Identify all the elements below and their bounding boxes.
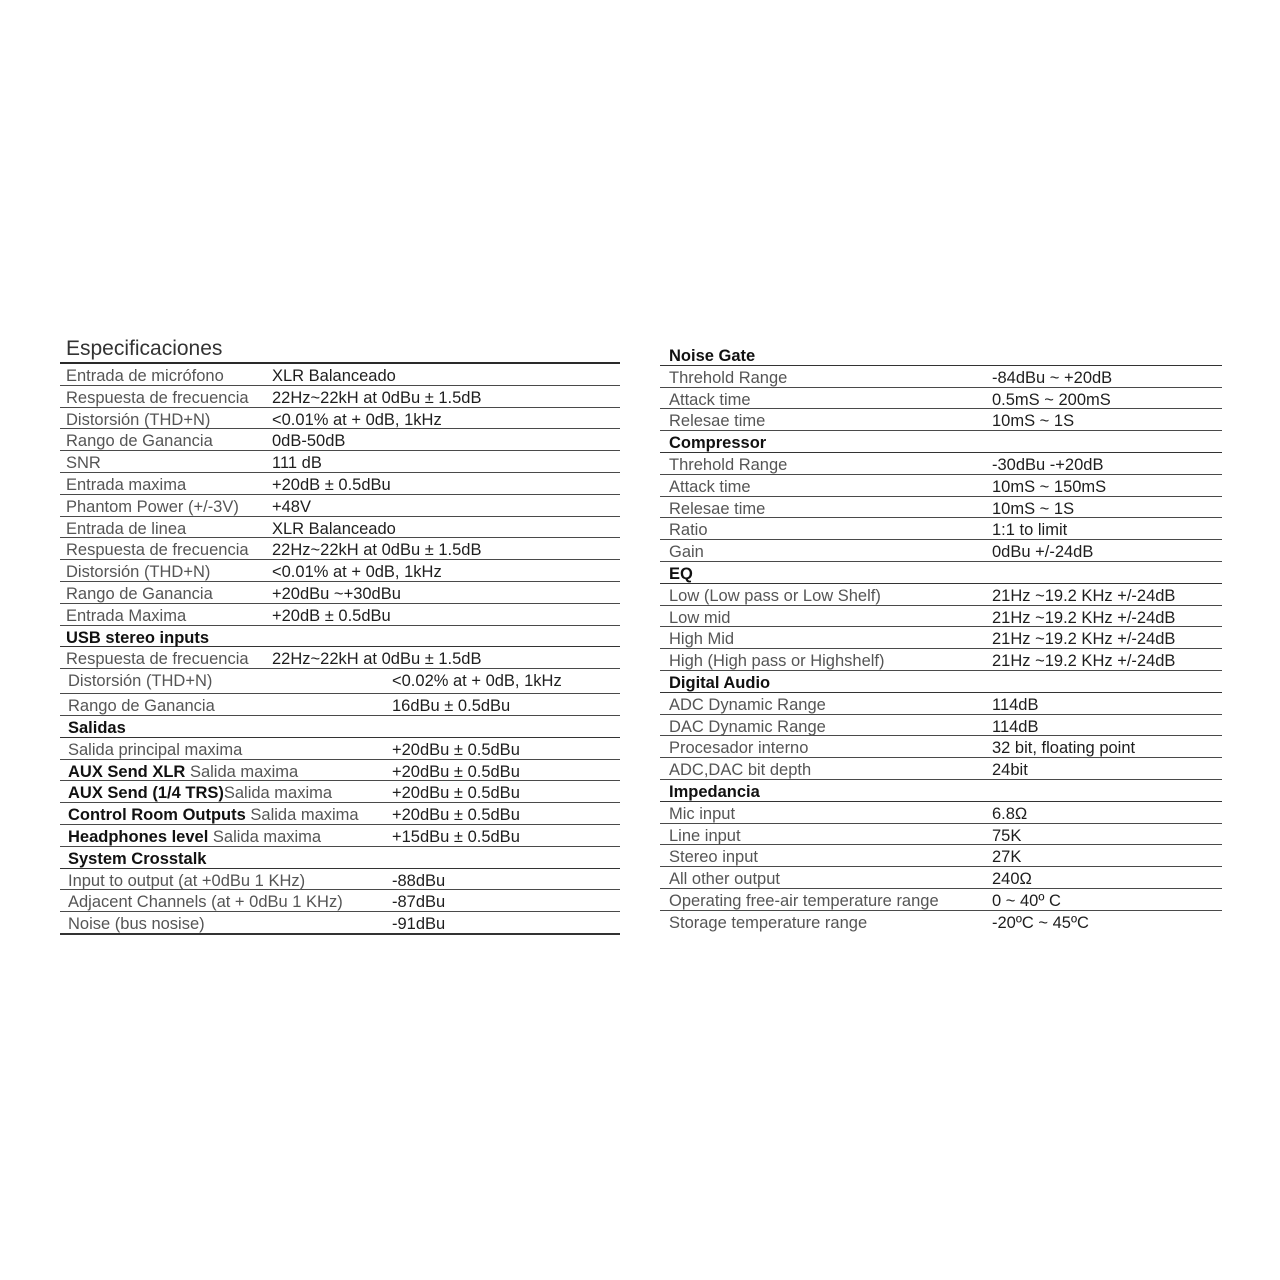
spec-label: Threhold Range: [669, 455, 788, 474]
spec-value: +20dBu ± 0.5dBu: [392, 762, 520, 781]
spec-row: [660, 475, 1222, 497]
spec-label: Distorsión (THD+N): [66, 410, 211, 429]
spec-value: 24bit: [992, 761, 1028, 780]
spec-value: 1:1 to limit: [992, 521, 1068, 540]
spec-value: 111 dB: [272, 454, 322, 473]
spec-row: [660, 693, 1222, 715]
spec-row: [660, 845, 1222, 867]
spec-row: [660, 518, 1222, 540]
spec-row: [60, 538, 620, 560]
spec-value: +20dBu ± 0.5dBu: [392, 806, 520, 825]
spec-row: [660, 715, 1222, 737]
spec-row: [660, 540, 1222, 562]
spec-value: 21Hz ~19.2 KHz +/-24dB: [992, 630, 1176, 649]
spec-value: 21Hz ~19.2 KHz +/-24dB: [992, 608, 1176, 627]
spec-table-left: [60, 336, 620, 935]
spec-label: Entrada de linea: [66, 519, 187, 538]
spec-value: -91dBu: [392, 915, 446, 934]
spec-value: 240Ω: [992, 870, 1032, 889]
spec-value: <0.01% at + 0dB, 1kHz: [272, 410, 442, 429]
spec-label: Entrada Maxima: [66, 606, 187, 625]
spec-label: Low (Low pass or Low Shelf): [669, 586, 881, 605]
spec-value: -84dBu ~ +20dB: [992, 368, 1113, 387]
spec-label: Entrada maxima: [66, 475, 187, 494]
spec-row: [60, 694, 620, 716]
spec-value: 22Hz~22kH at 0dBu ± 1.5dB: [272, 541, 482, 560]
spec-label-bold: Headphones level: [68, 827, 209, 846]
spec-label: Rango de Ganancia: [66, 584, 213, 603]
spec-value: -30dBu -+20dB: [992, 455, 1104, 474]
spec-value: -87dBu: [392, 893, 446, 912]
spec-row: [60, 803, 620, 825]
spec-row: [660, 736, 1222, 758]
spec-label: Respuesta de frecuencia: [66, 388, 249, 407]
spec-label: Threhold Range: [669, 368, 788, 387]
spec-row: [660, 409, 1222, 431]
spec-label-text: Salida maxima: [185, 762, 299, 781]
spec-row: [60, 495, 620, 517]
spec-label: Relesae time: [669, 499, 766, 518]
spec-label-text: Salida principal maxima: [68, 740, 243, 759]
spec-label-text: Salida maxima: [245, 806, 359, 825]
spec-row: [60, 517, 620, 539]
section-heading-salidas: [60, 716, 620, 738]
spec-label: Storage temperature range: [669, 913, 868, 932]
spec-row: [60, 890, 620, 912]
spec-value: +20dBu ± 0.5dBu: [392, 784, 520, 803]
spec-label: Mic input: [669, 804, 736, 823]
spec-label: [68, 803, 359, 827]
spec-label: Attack time: [669, 390, 751, 409]
spec-row: [60, 669, 620, 694]
section-heading-label: Digital Audio: [669, 673, 771, 692]
spec-value: 0dBu +/-24dB: [992, 543, 1094, 562]
spec-value: +20dBu ± 0.5dBu: [392, 740, 520, 759]
spec-label-bold: AUX Send (1/4 TRS): [68, 784, 224, 803]
spec-label: Rango de Ganancia: [68, 697, 215, 716]
spec-label: Stereo input: [669, 848, 758, 867]
spec-value: 22Hz~22kH at 0dBu ± 1.5dB: [272, 388, 482, 407]
spec-row: [60, 647, 620, 669]
spec-value: 10mS ~ 1S: [992, 412, 1075, 431]
spec-value: <0.02% at + 0dB, 1kHz: [392, 672, 562, 691]
spec-label: DAC Dynamic Range: [669, 717, 826, 736]
section-heading-compressor: [660, 431, 1222, 453]
section-heading-label: Impedancia: [669, 782, 760, 801]
section-heading-label: EQ: [669, 564, 693, 583]
spec-value: XLR Balanceado: [272, 519, 396, 538]
section-heading-crosstalk: [60, 847, 620, 869]
spec-value: 6.8Ω: [992, 804, 1028, 823]
spec-row: [660, 388, 1222, 410]
spec-row: [660, 627, 1222, 649]
spec-label: Distorsión (THD+N): [66, 563, 211, 582]
spec-label: All other output: [669, 870, 780, 889]
spec-row: [660, 453, 1222, 475]
section-heading-noise-gate: [660, 344, 1222, 366]
spec-row: [60, 781, 620, 803]
spec-label: Distorsión (THD+N): [68, 672, 213, 691]
spec-label: Operating free-air temperature range: [669, 891, 939, 910]
section-heading-label: System Crosstalk: [68, 849, 207, 868]
spec-value: 0.5mS ~ 200mS: [992, 390, 1111, 409]
spec-row: [60, 825, 620, 847]
spec-label: Phantom Power (+/-3V): [66, 497, 239, 516]
spec-row: [660, 584, 1222, 606]
spec-value: -88dBu: [392, 871, 446, 890]
spec-value: 16dBu ± 0.5dBu: [392, 697, 511, 716]
spec-value: 114dB: [992, 717, 1039, 736]
spec-row: [60, 912, 620, 935]
spec-label: Line input: [669, 826, 741, 845]
spec-label: [68, 781, 332, 805]
section-heading-usb: [60, 626, 620, 648]
spec-row: [660, 911, 1222, 932]
spec-value: 0 ~ 40º C: [992, 891, 1061, 910]
spec-value: 22Hz~22kH at 0dBu ± 1.5dB: [272, 650, 482, 669]
spec-label: Entrada de micrófono: [66, 367, 224, 385]
spec-value: +48V: [272, 497, 311, 516]
spec-label-text: Salida maxima: [208, 827, 322, 846]
spec-label: Attack time: [669, 477, 751, 496]
spec-value: <0.01% at + 0dB, 1kHz: [272, 563, 442, 582]
section-heading-label: Noise Gate: [669, 347, 756, 365]
spec-row: [60, 451, 620, 473]
spec-row: [660, 497, 1222, 519]
spec-label: SNR: [66, 454, 101, 473]
spec-row: [660, 758, 1222, 780]
spec-row: [60, 760, 620, 782]
spec-row: [60, 473, 620, 495]
spec-label-text: Salida maxima: [223, 784, 333, 803]
spec-label: High Mid: [669, 630, 735, 649]
spec-value: -20ºC ~ 45ºC: [992, 913, 1089, 932]
spec-value: 10mS ~ 1S: [992, 499, 1075, 518]
spec-label: Relesae time: [669, 412, 766, 431]
spec-table-right: [660, 344, 1222, 932]
spec-label: Respuesta de frecuencia: [66, 541, 249, 560]
spec-row: [60, 869, 620, 891]
spec-row: [60, 386, 620, 408]
spec-row: [60, 408, 620, 430]
spec-label: [68, 825, 321, 849]
spec-row: [660, 606, 1222, 628]
spec-value: 75K: [992, 826, 1022, 845]
spec-label: Gain: [669, 543, 704, 562]
spec-value: 10mS ~ 150mS: [992, 477, 1107, 496]
spec-row: [660, 649, 1222, 671]
spec-value: +15dBu ± 0.5dBu: [392, 827, 520, 846]
spec-row: [60, 582, 620, 604]
section-heading-impedancia: [660, 780, 1222, 802]
spec-label: Input to output (at +0dBu 1 KHz): [68, 871, 306, 890]
spec-value: 114dB: [992, 695, 1039, 714]
spec-value: +20dB ± 0.5dBu: [272, 475, 391, 494]
spec-row: [60, 738, 620, 760]
section-heading-label: USB stereo inputs: [66, 628, 210, 647]
spec-label: Procesador interno: [669, 739, 809, 758]
spec-row: [660, 802, 1222, 824]
section-heading-label: Compressor: [669, 434, 767, 453]
spec-row: [60, 429, 620, 451]
spec-row: [660, 366, 1222, 388]
spec-value: XLR Balanceado: [272, 367, 396, 385]
spec-value: 21Hz ~19.2 KHz +/-24dB: [992, 652, 1176, 671]
spec-value: 21Hz ~19.2 KHz +/-24dB: [992, 586, 1176, 605]
section-heading-label: Salidas: [68, 718, 126, 737]
spec-label-bold: AUX Send XLR: [68, 762, 186, 781]
spec-row: [660, 889, 1222, 911]
spec-label: Noise (bus nosise): [68, 915, 205, 934]
spec-label: Rango de Ganancia: [66, 432, 213, 451]
spec-label: Low mid: [669, 608, 731, 627]
spec-label: Ratio: [669, 521, 708, 540]
spec-row: [660, 824, 1222, 846]
spec-value: +20dB ± 0.5dBu: [272, 606, 391, 625]
spec-label: Respuesta de frecuencia: [66, 650, 249, 669]
spec-row: [60, 560, 620, 582]
spec-value: 32 bit, floating point: [992, 739, 1136, 758]
spec-label: [68, 760, 298, 784]
spec-label-bold: Control Room Outputs: [68, 806, 246, 825]
spec-value: 27K: [992, 848, 1022, 867]
spec-value: +20dBu ~+30dBu: [272, 584, 401, 603]
page-title: Especificaciones: [60, 336, 620, 364]
section-heading-eq: [660, 562, 1222, 584]
spec-label: ADC,DAC bit depth: [669, 761, 812, 780]
spec-row: [60, 604, 620, 626]
spec-label: [68, 738, 242, 762]
spec-value: 0dB-50dB: [272, 432, 346, 451]
section-heading-digital-audio: [660, 671, 1222, 693]
spec-label: Adjacent Channels (at + 0dBu 1 KHz): [68, 893, 343, 912]
spec-row: [60, 364, 620, 386]
spec-label: ADC Dynamic Range: [669, 695, 826, 714]
spec-row: [660, 867, 1222, 889]
spec-label: High (High pass or Highshelf): [669, 652, 885, 671]
